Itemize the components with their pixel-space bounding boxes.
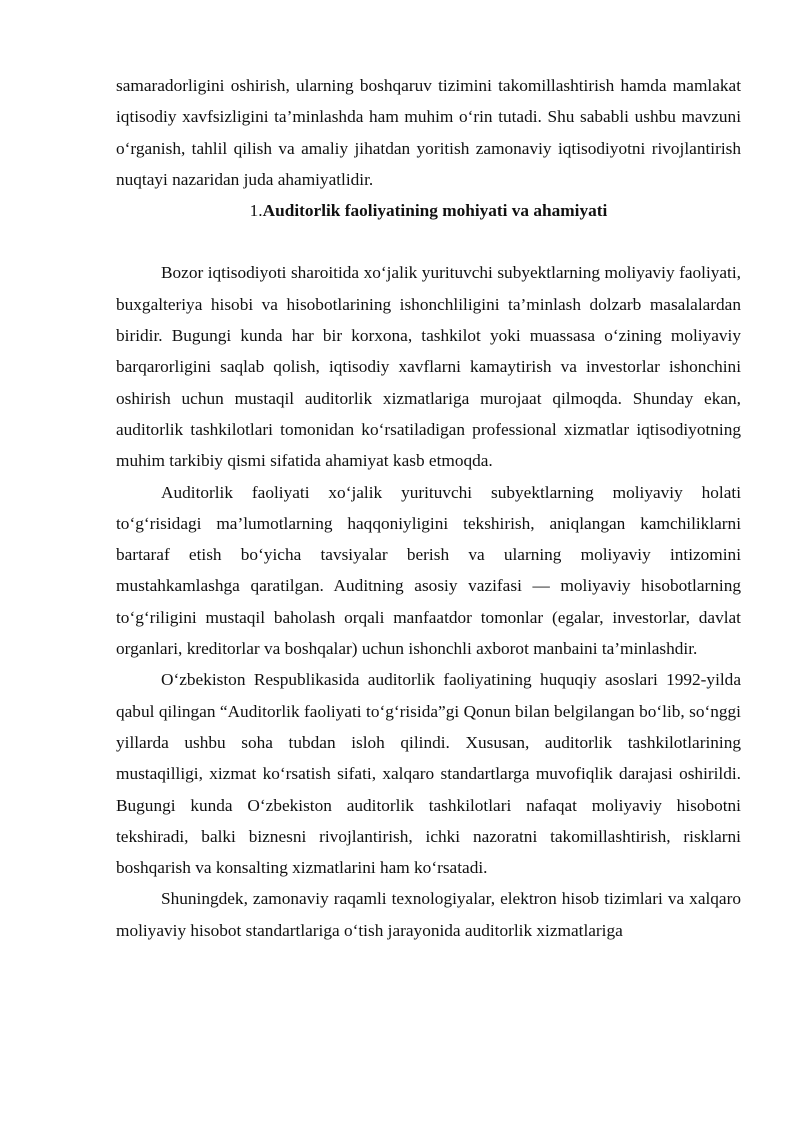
intro-paragraph: samaradorligini oshirish, ularning boshqaruv tizimini takomillashtirish hamda mamlakat iqtisodiy xavfsizligini ta’minlashda ham muhim o‘rin tutadi. Shu sababli ushbu mavzuni o‘rganish, tahlil qilish va amaliy jihatdan yoritish zamonaviy iqtisodiyotni rivojlantirish nuqtayi nazaridan juda ahamiyatlidir. xyxy=(116,76,741,189)
body-paragraph-3: O‘zbekiston Respublikasida auditorlik faoliyatining huquqiy asoslari 1992-yilda qabul qilingan “Auditorlik faoliyati to‘g‘risida”gi Qonun bilan belgilangan bo‘lib, so‘nggi yillarda ushbu soha tubdan isloh qilindi. Xususan, auditorlik tashkilotlarining mustaqilligi, xizmat ko‘rsatish sifati, xalqaro standartlarga muvofiqlik darajasi oshirildi. Bugungi kunda O‘zbekiston auditorlik tashkilotlari nafaqat moliyaviy hisobotni tekshiradi, balki biznesni rivojlantirish, ichki nazoratni takomillashtirish, risklarni boshqarish va konsalting xizmatlarini ham ko‘rsatadi. xyxy=(116,670,741,878)
body-paragraph-2: Auditorlik faoliyati xo‘jalik yurituvchi subyektlarning moliyaviy holati to‘g‘risidagi ma’lumotlarning haqqoniyligini tekshirish, aniqlangan kamchiliklarni bartaraf etish bo‘yicha tavsiyalar berish va ularning moliyaviy intizomini mustahkamlashga qaratilgan. Auditning asosiy vazifasi — moliyaviy hisobotlarning to‘g‘riligini mustaqil baholash orqali manfaatdor tomonlar (egalar, investorlar, davlat organlari, kreditorlar va boshqalar) uchun ishonchli axborot manbaini ta’minlashdir. xyxy=(116,482,741,659)
body-paragraph-1: Bozor iqtisodiyoti sharoitida xo‘jalik yurituvchi subyektlarning moliyaviy faoliyati, buxgalteriya hisobi va hisobotlarining ishonchliligini ta’minlash dolzarb masalalardan biridir. Bugungi kunda har bir korxona, tashkilot yoki muassasa o‘zining moliyaviy barqarorligini saqlab qolish, iqtisodiy xavflarni kamaytirish va investorlar ishonchini oshirish uchun mustaqil auditorlik xizmatlariga murojaat qilmoqda. Shunday ekan, auditorlik tashkilotlari tomonidan ko‘rsatiladigan professional xizmatlar iqtisodiyotning muhim tarkibiy qismi sifatida ahamiyat kasb etmoqda. xyxy=(116,263,741,471)
spacer xyxy=(116,226,741,257)
document-page xyxy=(116,70,741,946)
body-paragraph-4: Shuningdek, zamonaviy raqamli texnologiyalar, elektron hisob tizimlari va xalqaro moliyaviy hisobot standartlariga o‘tish jarayonida auditorlik xizmatlariga xyxy=(116,889,741,940)
section-title: Auditorlik faoliyatining mohiyati va ahamiyati xyxy=(262,201,608,221)
section-heading xyxy=(116,195,741,226)
section-number: 1. xyxy=(249,201,263,221)
